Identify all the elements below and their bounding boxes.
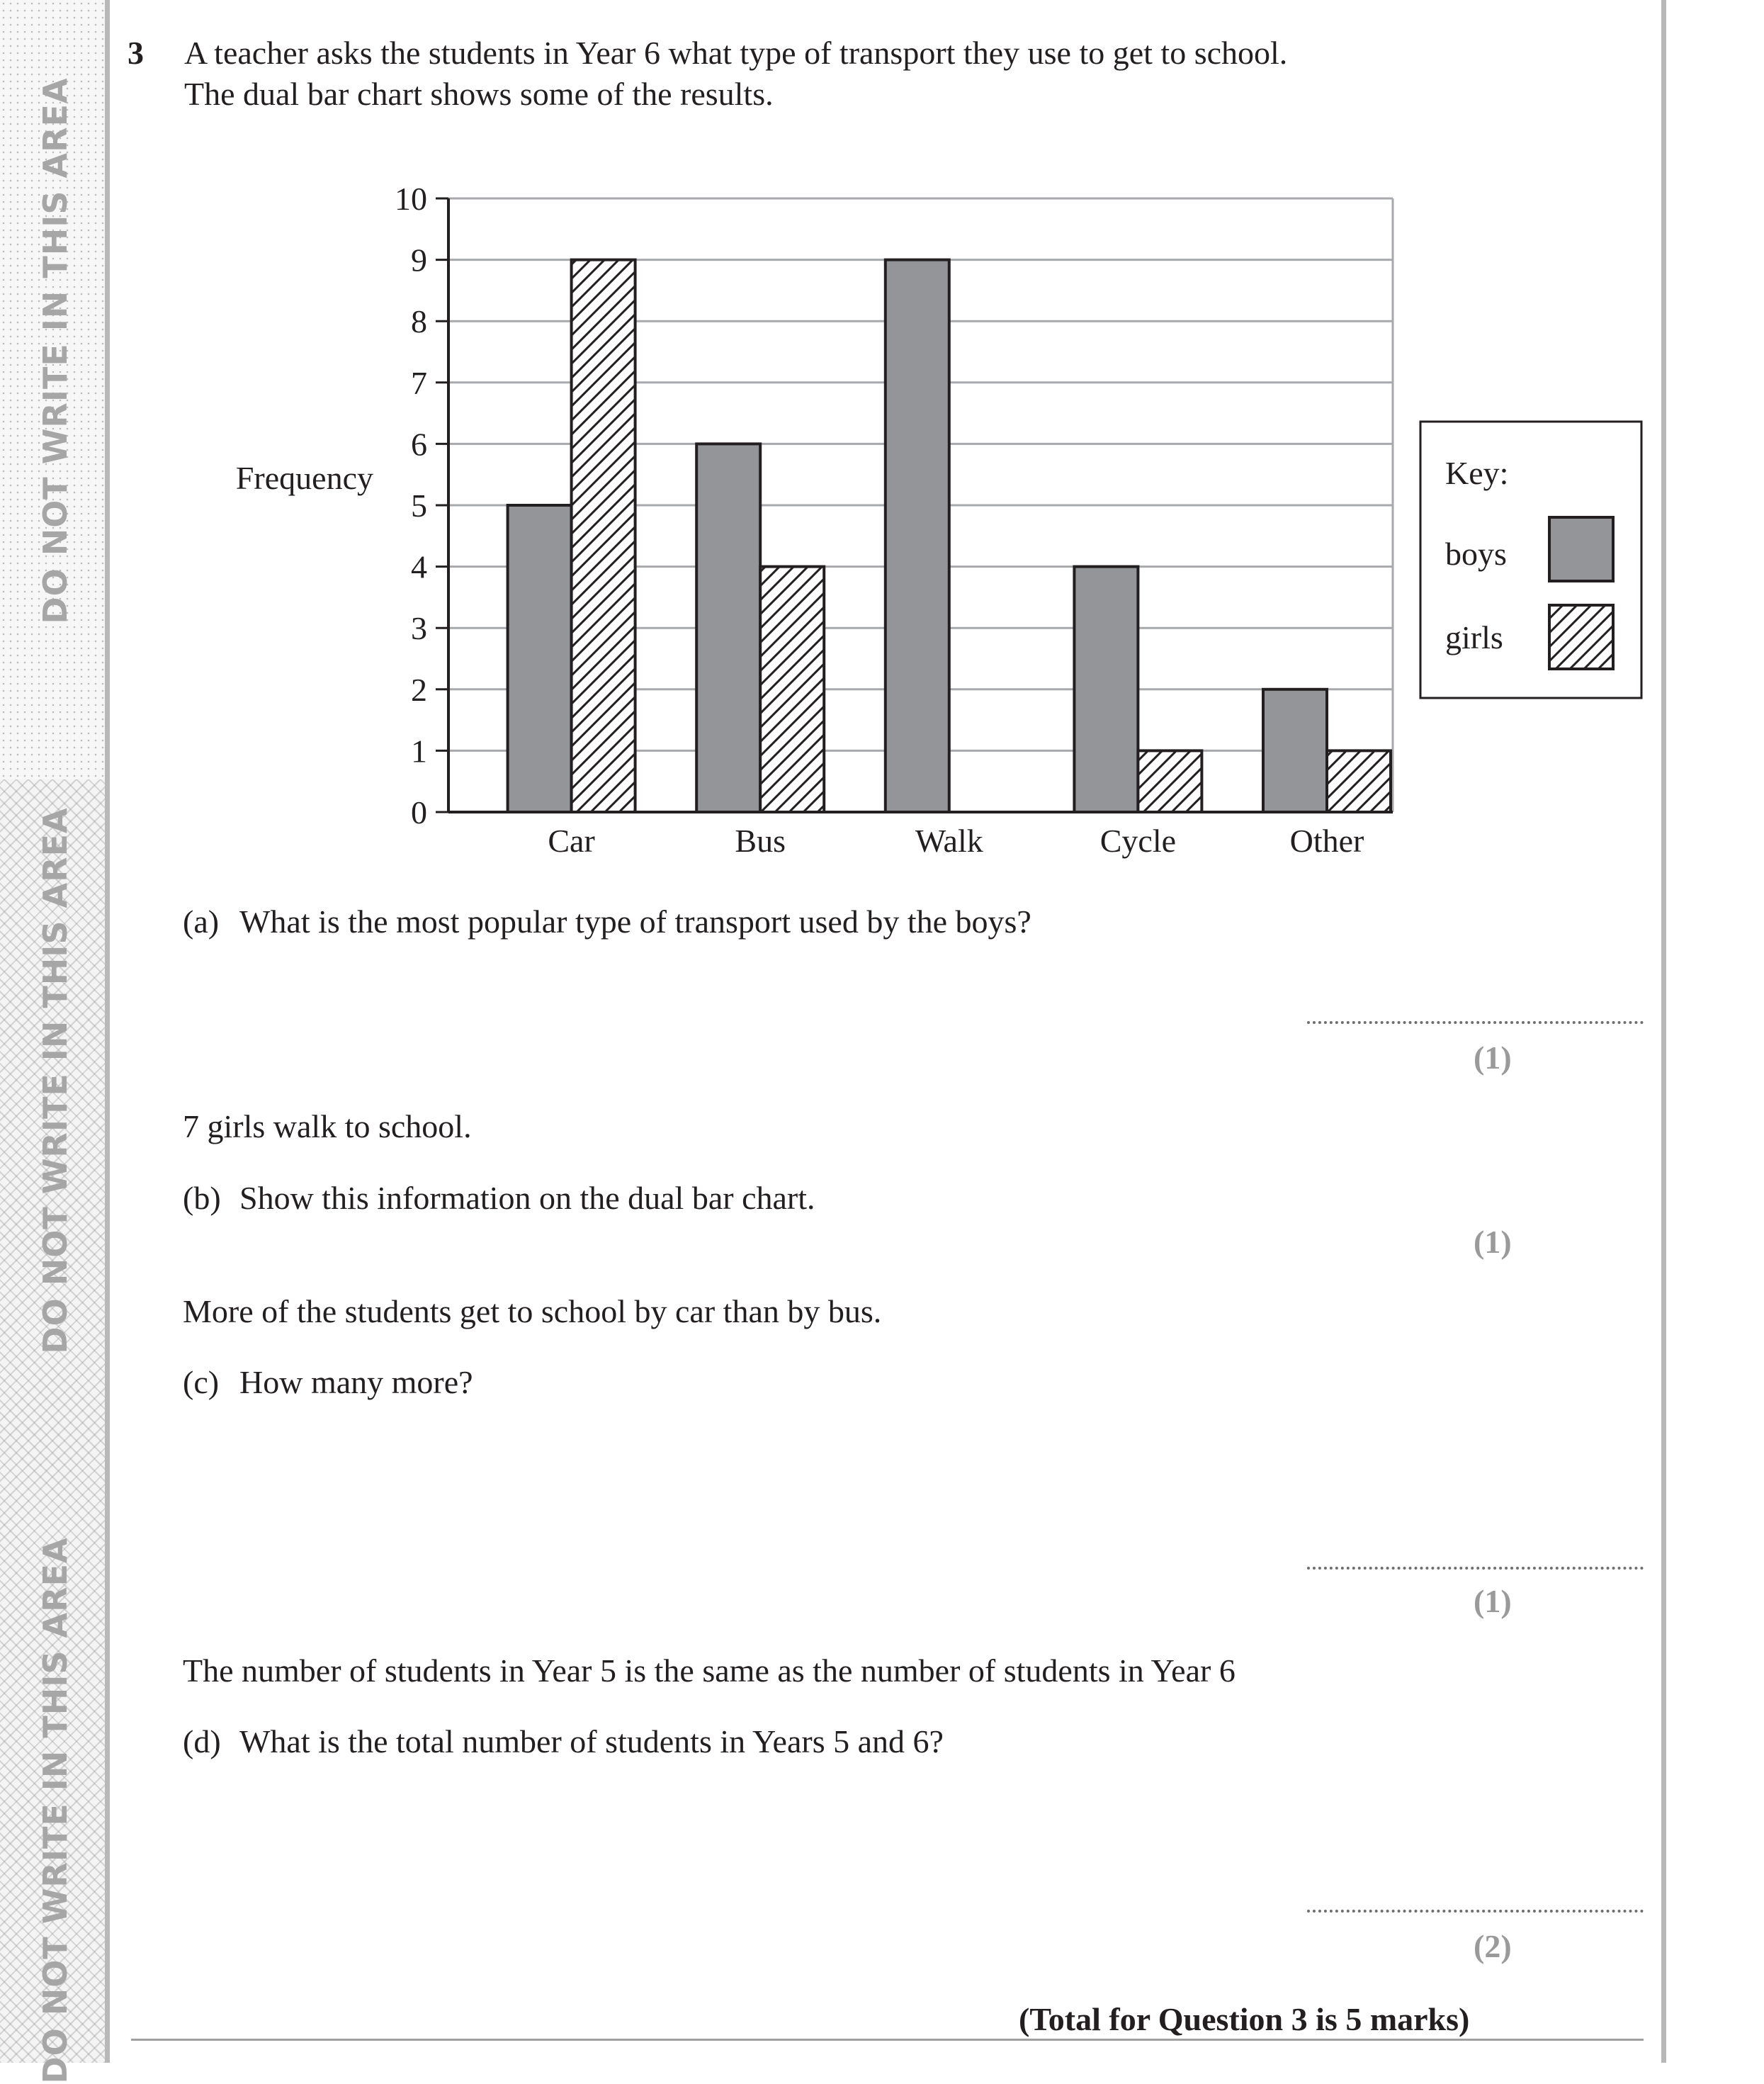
x-tick-label: Other <box>1289 823 1364 859</box>
bar-boys-other <box>1263 689 1327 812</box>
bar-boys-walk <box>886 260 949 812</box>
bar-girls-cycle <box>1138 750 1202 812</box>
part-d-question: What is the total number of students in Years 5 and 6? <box>239 1723 944 1759</box>
y-tick-label: 10 <box>395 181 427 217</box>
margin-warning-3: DO NOT WRITE IN THIS AREA <box>36 1537 74 2084</box>
y-tick-label: 7 <box>411 364 427 401</box>
part-c-label: (c) <box>183 1364 220 1400</box>
bar-girls-car <box>572 260 635 812</box>
legend-title: Key: <box>1445 455 1509 491</box>
bar-boys-bus <box>696 444 760 812</box>
question-intro-line1: A teacher asks the students in Year 6 what type of transport they use to get to school. <box>184 35 1288 71</box>
x-tick-label: Cycle <box>1099 823 1177 859</box>
x-tick-labels <box>548 823 1364 859</box>
chart-bars <box>508 260 1391 812</box>
part-b-label: (b) <box>183 1180 221 1216</box>
chart-legend <box>1420 422 1641 698</box>
bar-girls-other <box>1327 750 1391 812</box>
question-number: 3 <box>128 35 144 71</box>
y-tick-label: 8 <box>411 303 427 340</box>
part-d-marks: (2) <box>1474 1928 1512 1964</box>
part-a-answer-line[interactable] <box>1307 1021 1644 1024</box>
margin-warning-2: DO NOT WRITE IN THIS AREA <box>36 807 74 1354</box>
bar-boys-cycle <box>1074 567 1138 812</box>
part-a-question: What is the most popular type of transport used by the boys? <box>239 903 1031 940</box>
part-c-info: More of the students get to school by car than by bus. <box>183 1293 882 1329</box>
y-tick-label: 3 <box>411 610 427 647</box>
question-total: (Total for Question 3 is 5 marks) <box>1019 2001 1470 2037</box>
dual-bar-chart <box>0 0 1764 886</box>
margin-warning-1: DO NOT WRITE IN THIS AREA <box>36 77 74 624</box>
legend-label-boys: boys <box>1445 536 1507 572</box>
y-tick-label: 4 <box>411 548 427 585</box>
part-a-marks: (1) <box>1474 1040 1512 1076</box>
part-c-answer-line[interactable] <box>1307 1567 1644 1570</box>
legend-label-girls: girls <box>1445 619 1503 655</box>
part-c-question: How many more? <box>239 1364 473 1400</box>
y-axis-label: Frequency <box>235 460 373 496</box>
y-tick-label: 6 <box>411 426 427 463</box>
x-tick-label: Bus <box>735 823 786 859</box>
question-intro-line2: The dual bar chart shows some of the results. <box>184 76 774 112</box>
part-b-marks: (1) <box>1474 1224 1512 1260</box>
legend-swatch-boys <box>1549 517 1613 581</box>
bottom-rule <box>131 2039 1644 2041</box>
y-tick-label: 1 <box>411 733 427 770</box>
y-tick-label: 0 <box>411 794 427 830</box>
part-b-info: 7 girls walk to school. <box>183 1108 472 1144</box>
part-d-answer-line[interactable] <box>1307 1910 1644 1913</box>
part-a-label: (a) <box>183 903 220 940</box>
y-tick-label: 5 <box>411 488 427 524</box>
part-d-info: The number of students in Year 5 is the same as the number of students in Year 6 <box>183 1652 1236 1689</box>
part-c-marks: (1) <box>1474 1583 1512 1619</box>
y-tick-labels <box>395 181 427 830</box>
legend-swatch-girls <box>1549 605 1613 669</box>
y-tick-label: 9 <box>411 242 427 278</box>
x-tick-label: Walk <box>915 823 983 859</box>
part-d-label: (d) <box>183 1723 221 1759</box>
x-tick-label: Car <box>548 823 595 859</box>
part-b-question: Show this information on the dual bar chart. <box>239 1180 815 1216</box>
y-tick-label: 2 <box>411 671 427 708</box>
bar-girls-bus <box>760 567 824 812</box>
bar-boys-car <box>508 505 572 812</box>
